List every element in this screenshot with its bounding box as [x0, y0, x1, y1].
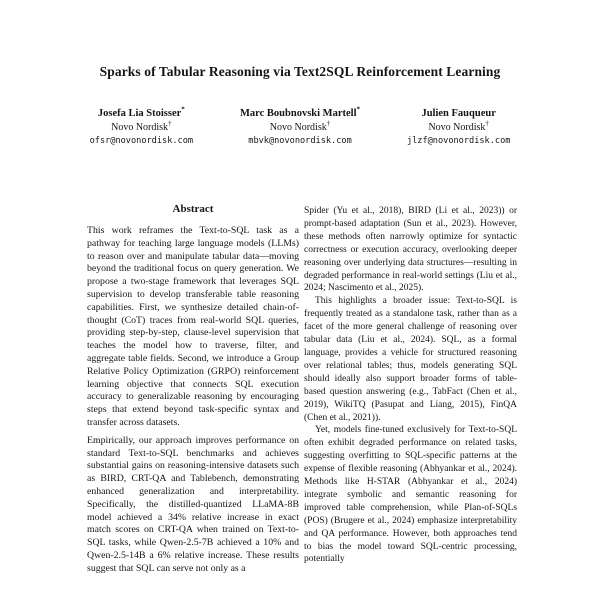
author-1-email: ofsr@novonordisk.com: [89, 136, 194, 146]
author-2-name-mark: *: [356, 105, 360, 114]
left-column: [87, 203, 299, 600]
author-2-affiliation-mark: †: [326, 119, 331, 128]
author-3: [379, 107, 538, 149]
author-2-email: mbvk@novonordisk.com: [248, 136, 352, 146]
author-2-affiliation: [221, 121, 380, 134]
author-3-affiliation-text: Novo Nordisk: [428, 122, 486, 133]
author-1-affiliation: [62, 121, 221, 134]
paper-title: Sparks of Tabular Reasoning via Text2SQL Reinforcement Learning: [99, 64, 501, 79]
intro-paragraph-1: Spider (Yu et al., 2018), BIRD (Li et al., 2023)) or prompt-based adaptation (Sun et al., 2023). However, these methods often narrowly optimize for syntactic correctness or execution accuracy, overlooking deeper reasoning over underlying data structures—resulting in degraded performance in real-world settings (Liu et al., 2024; Nascimento et al., 2025).: [304, 206, 517, 294]
author-1-name: [62, 107, 221, 121]
author-2-name: [221, 107, 380, 121]
author-2: [221, 107, 380, 149]
author-1-name-text: Josefa Lia Stoisser: [97, 108, 182, 119]
abstract-paragraph-1: This work reframes the Text-to-SQL task as a pathway for teaching large language models (LLMs) to reason over and manipulate tabular data—moving beyond the traditional focus on query generation. We propose a two-stage framework that leverages SQL supervision to develop transferable table reasoning capabilities. First, we synthesize detailed chain-of-thought (CoT) traces from real-world SQL queries, providing step-by-step, clause-level supervision that teaches the model how to traverse, filter, and aggregate table fields. Second, we introduce a Group Relative Policy Optimization (GRPO) reinforcement learning objective that connects SQL execution accuracy to generalizable reasoning by encouraging steps that extend beyond task-specific syntax and transfer across datasets.: [87, 225, 299, 428]
author-3-name: [379, 107, 538, 121]
author-1-affiliation-mark: †: [168, 119, 172, 128]
author-1-name-mark: *: [181, 105, 185, 114]
intro-paragraph-2: This highlights a broader issue: Text-to-SQL is frequently treated as a standalone task, rather than as a facet of the more general challenge of reasoning over tabular data (Liu et al., 2024). SQL, as a formal language, provides a vehicle for structured reasoning over relational tables; thus, models generating SQL should ideally also support broader forms of table-based question answering (e.g., TabFact (Chen et al., 2019), WikiTQ (Pasupat and Liang, 2015), FinQA (Chen et al., 2021)).: [304, 296, 517, 423]
author-block: [62, 107, 538, 149]
author-3-name-text: Julien Fauqueur: [421, 108, 496, 119]
author-2-affiliation-text: Novo Nordisk: [269, 122, 327, 133]
author-3-email: jlzf@novonordisk.com: [406, 136, 511, 146]
right-column: [304, 205, 517, 600]
author-3-affiliation-mark: †: [485, 119, 489, 128]
author-2-name-text: Marc Boubnovski Martell: [240, 108, 357, 119]
author-1: [62, 107, 221, 149]
intro-paragraph-3: Yet, models fine-tuned exclusively for Text-to-SQL often exhibit degraded performance on related tasks, suggesting overfitting to SQL-specific patterns at the expense of flexible reasoning (Abhyankar et al., 2024). Methods like H-STAR (Abhyankar et al., 2024) integrate symbolic and semantic reasoning for improved table comprehension, while Plan-of-SQLs (POS) (Brugere et al., 2024) emphasize interpretability and QA performance. However, both approaches tend to bias the model toward SQL-centric processing, potentially: [304, 425, 517, 565]
abstract-paragraph-2: Empirically, our approach improves performance on standard Text-to-SQL benchmarks and achieves substantial gains on reasoning-intensive datasets such as BIRD, CRT-QA and Tablebench, demonstrating enhanced generalization and interpretability. Specifically, the distilled-quantized LLaMA-8B model achieved a 34% relative increase in exact match scores on CRT-QA when trained on Text-to-SQL tasks, while Qwen-2.5-7B achieved a 10% and Qwen-2.5-14B a 6% relative increase. These results suggest that SQL can serve not only as a: [87, 434, 299, 574]
author-1-affiliation-text: Novo Nordisk: [111, 122, 169, 133]
author-3-affiliation: [379, 121, 538, 134]
abstract-heading: Abstract: [172, 203, 214, 215]
